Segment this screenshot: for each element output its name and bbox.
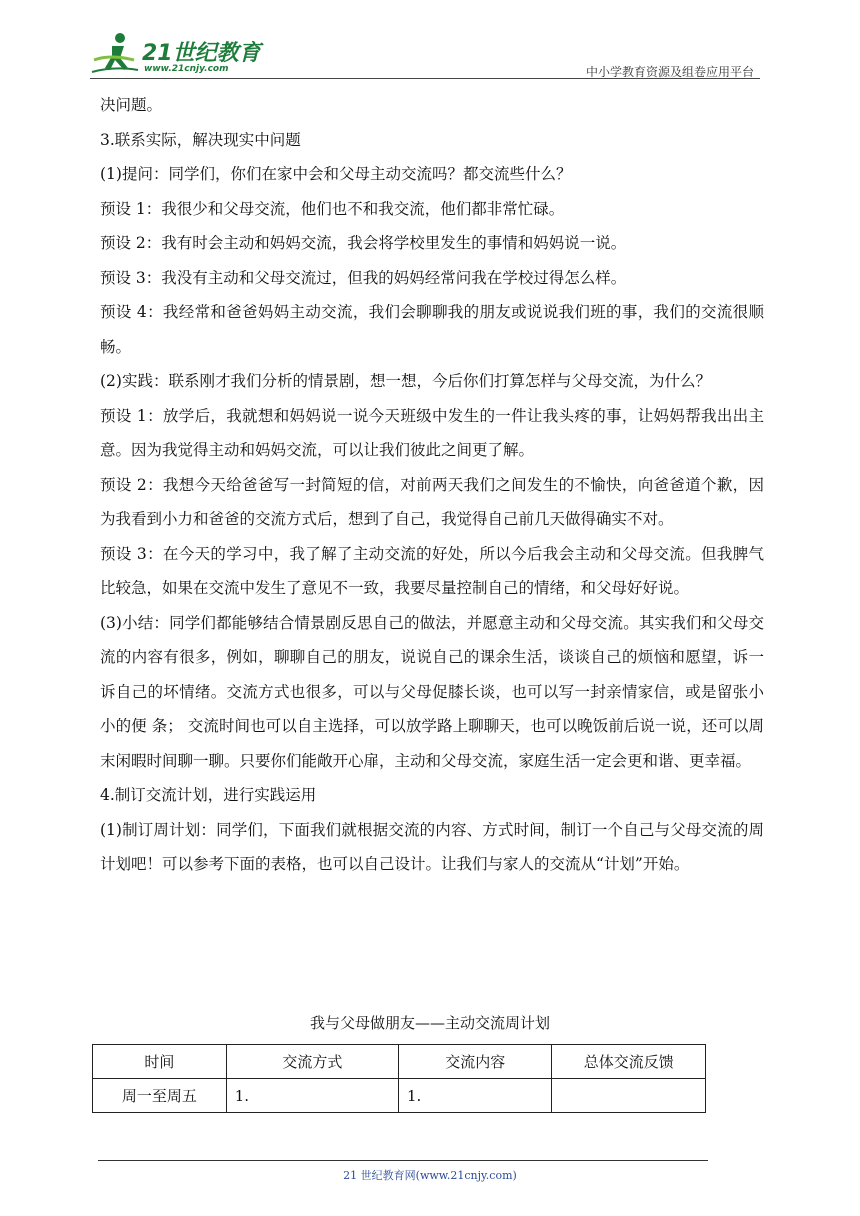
table-header-cell: 时间 xyxy=(93,1045,227,1079)
paragraph: 预设 3：在今天的学习中，我了解了主动交流的好处，所以今后我会主动和父母交流。但我脾气比较急，如果在交流中发生了意见不一致，我要尽量控制自己的情绪，和父母好好说。 xyxy=(100,544,764,597)
table-cell: 1. xyxy=(398,1079,551,1113)
paragraph: 预设 2：我有时会主动和妈妈交流，我会将学校里发生的事情和妈妈说一说。 xyxy=(100,234,627,252)
logo xyxy=(90,30,290,78)
paragraph: (2)实践：联系刚才我们分析的情景剧，想一想，今后你们打算怎样与父母交流，为什么？ xyxy=(100,372,711,390)
section-heading: 3.联系实际，解决现实中问题 xyxy=(100,130,301,149)
table-row xyxy=(93,1079,706,1113)
logo-url: www.21cnjy.com xyxy=(144,64,229,74)
paragraph: 决问题。 xyxy=(100,96,163,114)
header-divider xyxy=(90,78,760,79)
paragraph: (1)制订周计划：同学们，下面我们就根据交流的内容、方式时间，制订一个自己与父母交流的周计划吧！可以参考下面的表格，也可以自己设计。让我们与家人的交流从“计划”开始。 xyxy=(100,820,764,873)
weekly-plan-table xyxy=(92,1044,706,1113)
page-header xyxy=(90,30,760,78)
paragraph: 预设 2：我想今天给爸爸写一封简短的信，对前两天我们之间发生的不愉快，向爸爸道个歉，因为我看到小力和爸爸的交流方式后，想到了自己，我觉得自己前几天做得确实不对。 xyxy=(100,475,764,528)
paragraph: 预设 1：放学后，我就想和妈妈说一说今天班级中发生的一件让我头疼的事，让妈妈帮我出出主意。因为我觉得主动和妈妈交流，可以让我们彼此之间更了解。 xyxy=(100,406,764,459)
platform-name: 中小学教育资源及组卷应用平台 xyxy=(585,65,754,79)
table-header-row xyxy=(93,1045,706,1079)
footer-divider xyxy=(98,1160,708,1161)
paragraph: (1)提问：同学们，你们在家中会和父母主动交流吗？都交流些什么？ xyxy=(100,165,572,183)
paragraph: (3)小结：同学们都能够结合情景剧反思自己的做法，并愿意主动和父母交流。其实我们和父母交流的内容有很多，例如，聊聊自己的朋友，说说自己的课余生活，谈谈自己的烦恼和愿望，诉一诉自己的坏情绪。交流方式也很多，可以与父母促膝长谈，也可以写一封亲情家信，或是留张小小的便 条； 交流时间也可以自主选择，可以放学路上聊聊天，也可以晚饭前后说一说，还可以周末闲暇时间聊一聊。只要你们能敞开心扉，主动和父母交流，家庭生活一定会更和谐、更幸福。 xyxy=(100,613,764,770)
table-cell xyxy=(552,1079,706,1113)
paragraph: 预设 3：我没有主动和父母交流过，但我的妈妈经常问我在学校过得怎么样。 xyxy=(100,268,627,287)
document-body xyxy=(100,88,764,882)
runner-logo-icon xyxy=(90,30,142,78)
footer-text: 21 世纪教育网(www.21cnjy.com) xyxy=(343,1169,517,1182)
table-cell: 1. xyxy=(226,1079,398,1113)
table-cell: 周一至周五 xyxy=(93,1079,227,1113)
paragraph: 预设 1：我很少和父母交流，他们也不和我交流，他们都非常忙碌。 xyxy=(100,199,565,218)
table-header-cell: 交流内容 xyxy=(398,1045,551,1079)
table-title: 我与父母做朋友——主动交流周计划 xyxy=(309,1014,550,1032)
table-header-cell: 交流方式 xyxy=(226,1045,398,1079)
logo-text: 21世纪教育 xyxy=(142,41,261,66)
section-heading: 4.制订交流计划，进行实践运用 xyxy=(100,786,317,804)
paragraph: 预设 4：我经常和爸爸妈妈主动交流，我们会聊聊我的朋友或说说我们班的事，我们的交流很顺畅。 xyxy=(100,303,764,356)
table-header-cell: 总体交流反馈 xyxy=(552,1045,706,1079)
